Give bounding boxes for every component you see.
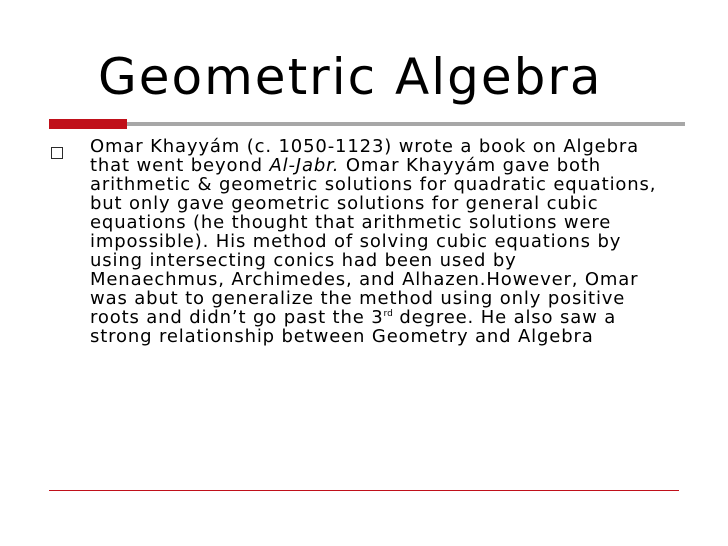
title-underline-accent <box>49 119 127 129</box>
body-line: arithmetic & geometric solutions for quadratic equations, <box>90 174 657 195</box>
hollow-square-bullet-icon <box>51 147 63 159</box>
body-line: equations (he thought that arithmetic solutions were <box>90 212 612 233</box>
body-paragraph <box>90 137 690 346</box>
slide-title: Geometric Algebra <box>98 48 603 106</box>
body-line: Menaechmus, Archimedes, and Alhazen.However, Omar <box>90 269 639 290</box>
body-line: but only gave geometric solutions for general cubic <box>90 193 599 214</box>
body-text-segment: degree. He also saw a <box>392 307 617 328</box>
body-line: was abut to generalize the method using only positive <box>90 288 626 309</box>
body-text-segment: roots and didn’t go past the 3 <box>90 307 384 328</box>
body-line: impossible). His method of solving cubic equations by <box>90 231 622 252</box>
body-line: Omar Khayyám (c. 1050-1123) wrote a book on Algebra <box>90 136 640 157</box>
title-underline-rule <box>127 122 685 126</box>
body-line <box>90 308 690 327</box>
body-text-segment: that went beyond <box>90 155 270 176</box>
body-text-segment: Omar Khayyám gave both <box>339 155 602 176</box>
body-line: using intersecting conics had been used by <box>90 250 517 271</box>
book-title: Al-Jabr. <box>269 155 340 176</box>
footer-rule <box>49 490 679 491</box>
ordinal-suffix: rd <box>383 309 393 319</box>
body-line: strong relationship between Geometry and Algebra <box>90 326 594 347</box>
body-line <box>90 156 690 175</box>
